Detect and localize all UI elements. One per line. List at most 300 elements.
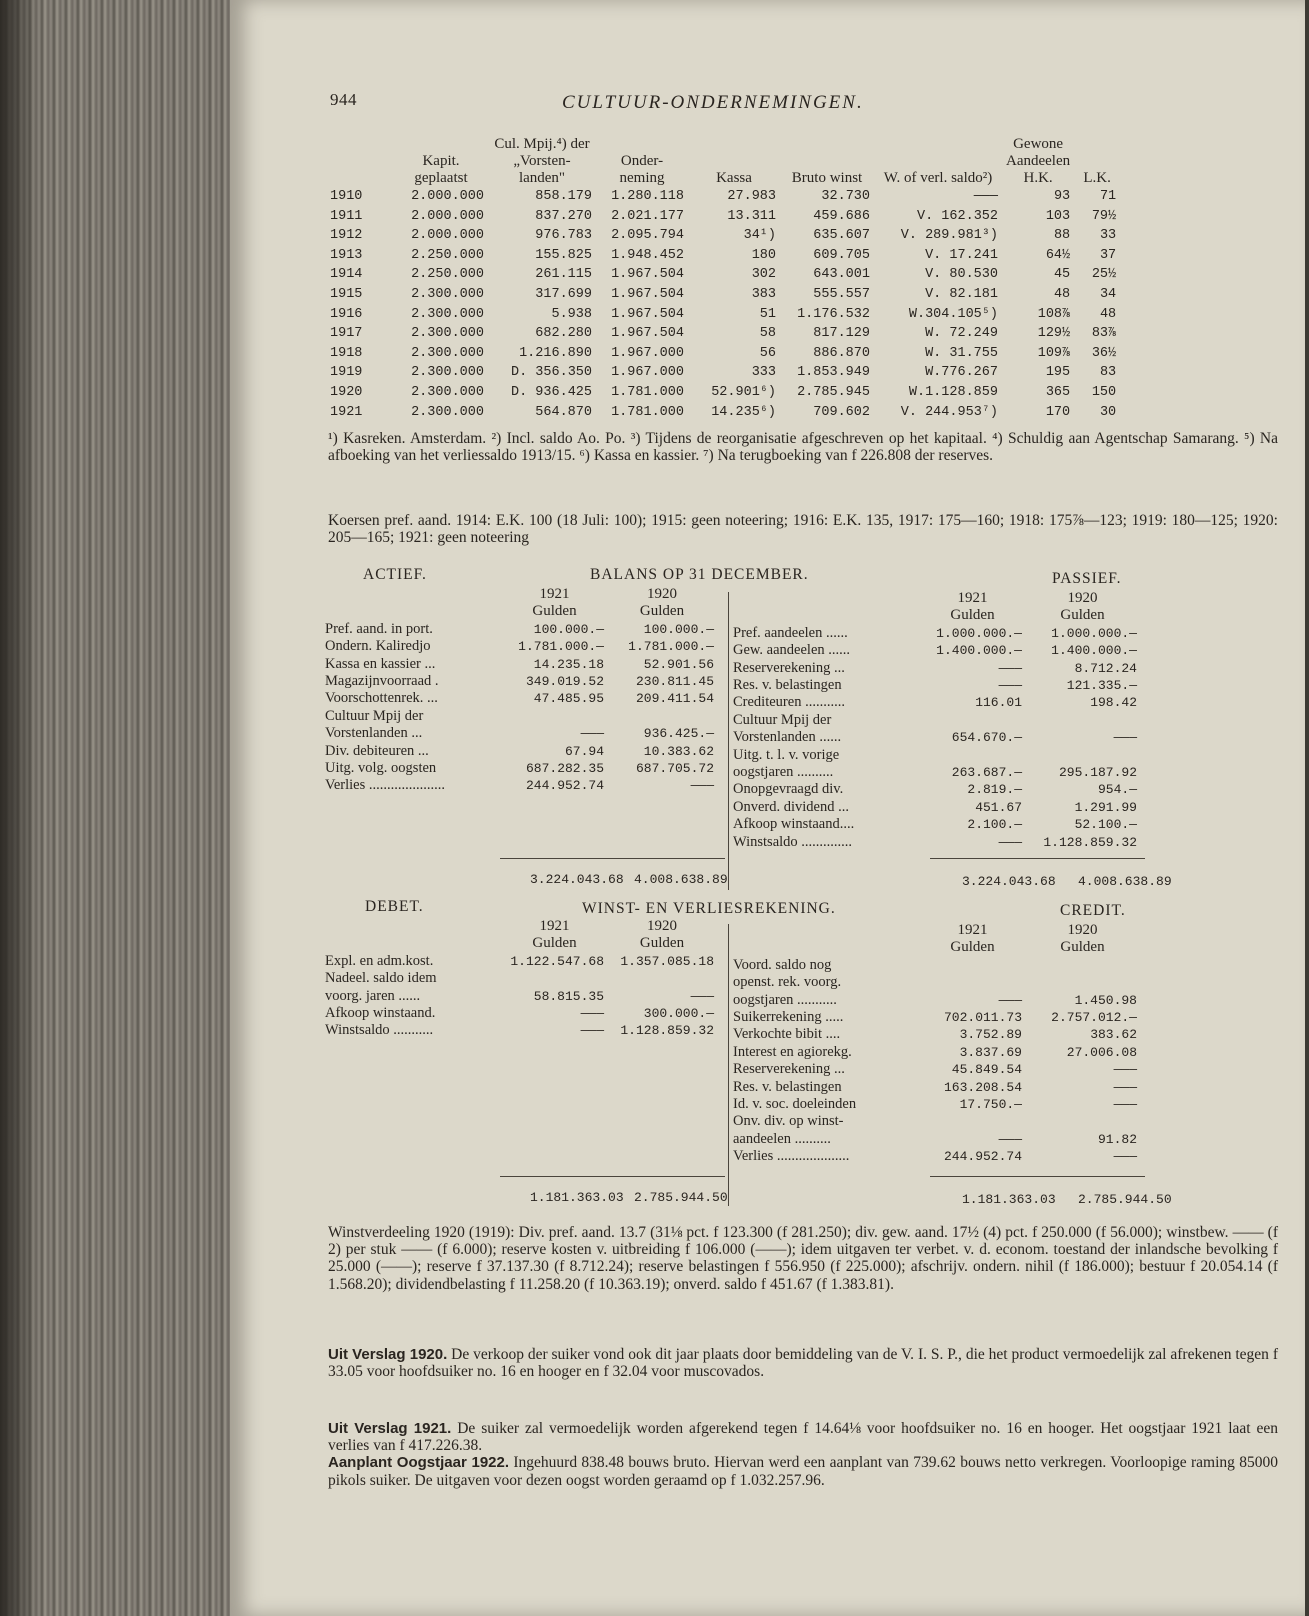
account-label: Suikerrekening ..... [733,1009,844,1026]
account-amount: ——— [1113,730,1137,746]
value-cell: D. 936.425 [510,384,592,400]
account-amount: 654.670.— [951,730,1022,746]
list-item [322,1005,717,1022]
table-row [326,285,1120,305]
passief-table [730,590,1140,851]
account-amount: ——— [580,726,604,742]
value-cell: 837.270 [535,208,592,224]
value-cell: W. 72.249 [925,326,998,342]
account-amount: 295.187.92 [1058,765,1137,781]
table-row [326,226,1120,246]
wv-divider [728,924,729,1206]
capital-table [326,136,1120,422]
value-cell: W.304.105⁵) [908,306,998,322]
value-cell: 129½ [1037,326,1071,342]
value-cell: 2.300.000 [411,286,484,302]
year-cell: 1918 [330,345,363,361]
account-label: Verlies ..................... [325,777,446,794]
account-label: Vorstenlanden ...... [733,729,842,746]
account-label: oogstjaren ........... [733,991,837,1008]
book-spine-edge [0,0,232,1616]
account-amount: ——— [998,678,1022,694]
year-cell: 1912 [330,228,363,244]
account-amount: 47.485.95 [533,691,604,707]
table-row [326,324,1120,344]
value-cell: ——— [973,189,998,204]
list-item [322,970,717,987]
account-label: Onv. div. op winst- [733,1113,844,1130]
winstverdeeling: Winstverdeeling 1920 (1919): Div. pref. aand. 13.7 (31⅛ pct. f 123.300 (f 281.250); div. gew. aand. 17½ (4) pct. f 250.000 (f 56.000); winstbew. —— (f 2) per stuk —— (f 6.000); reserve kosten v. uitbreiding f 106.000 (——); idem uitgaven ter verbet. v. d. econom. toestand der inlandsche bevolking f 25.000 (——); reserve f 37.137.30 (f 8.712.24); reserve belastingen f 556.950 (f 225.000); afschrijv. ondern. nihil (f 186.000); bestuur f 20.054.14 (f 1.568.20); dividendbelasting f 11.258.20 (f 10.363.19); onverd. saldo f 451.67 (f 1.383.81). [328,1224,1278,1293]
account-amount: 52.901.56 [643,656,714,672]
value-cell: 155.825 [535,247,592,263]
value-cell: V. 289.981³) [900,228,998,244]
value-cell: 976.783 [535,228,592,244]
account-label: Verlies .................... [733,1148,850,1165]
value-cell: 1.967.504 [611,286,684,302]
account-amount: ——— [998,992,1022,1008]
value-cell: 1.967.504 [611,326,684,342]
verslag-1920-text: De verkoop der suiker vond ook dit jaar plaats door bemiddeling van de V. I. S. P., die het product vermoedelijk zal afrekenen tegen f 33.05 voor hoofdsuiker no. 16 en hooger en f 32.04 voor muscovados. [328,1346,1278,1381]
table-row [326,403,1120,423]
value-cell: 1.967.504 [611,306,684,322]
list-item [322,1022,717,1039]
col-head: Onder- neming [619,153,665,186]
list-item [322,743,717,760]
list-item [322,988,717,1005]
account-amount: 1.400.000.— [1051,643,1137,659]
value-cell: 1.781.000 [611,404,684,420]
account-label: Expl. en adm.kost. [325,952,434,969]
account-label: openst. rek. voorg. [733,974,842,991]
value-cell: 317.699 [535,286,592,302]
capital-table-header [326,136,1120,187]
account-label: Magazijnvoorraad . [325,673,439,690]
account-amount: 349.019.52 [525,674,604,690]
account-amount: 1.781.000.— [628,639,714,655]
value-cell: 2.300.000 [411,404,484,420]
actief-total-rule [500,858,725,859]
account-amount: 263.687.— [951,765,1022,781]
account-amount [1025,747,1140,764]
year-cell: 1921 [330,404,363,420]
account-amount: 58.815.35 [533,988,604,1004]
value-cell: 1.948.452 [611,247,684,263]
value-cell: 2.300.000 [411,384,484,400]
account-amount: 300.000.— [643,1006,714,1022]
list-item [730,1113,1140,1130]
value-cell: 682.280 [535,326,592,342]
account-amount: ——— [690,988,714,1004]
list-item [730,1096,1140,1113]
account-amount: ——— [580,1006,604,1022]
account-amount: 1.000.000.— [1051,625,1137,641]
verslag-1921-label: Uit Verslag 1921. [328,1420,452,1437]
account-amount: 1.357.085.18 [620,953,714,969]
credit-total-1921: 1.181.363.03 [962,1192,1056,1207]
value-cell: 13.311 [727,208,776,224]
account-amount [920,974,1025,991]
debet-heading: DEBET. [365,898,424,915]
list-item [730,957,1140,974]
list-item [322,656,717,673]
unit-head: Gulden [639,603,685,620]
table-row [326,363,1120,383]
col-head: Bruto winst [791,170,863,186]
year-head: 1921 [957,590,988,606]
year-head: 1920 [1067,922,1098,938]
value-cell: 2.250.000 [411,267,484,283]
passief-heading: PASSIEF. [1052,570,1122,587]
account-amount: ——— [1113,1149,1137,1165]
year-cell: 1919 [330,365,363,381]
value-cell: 48 [1099,306,1117,322]
value-cell: 108⅞ [1037,306,1071,322]
account-label: Onopgevraagd div. [733,781,844,798]
account-amount: 936.425.— [643,726,714,742]
account-label: Voord. saldo nog [733,956,832,973]
value-cell: 27.983 [727,189,776,204]
year-head: 1921 [957,922,988,938]
list-item [322,708,717,725]
account-label: Interest en agiorekg. [733,1043,852,1060]
debet-table [322,918,717,1040]
year-cell: 1913 [330,247,363,263]
wv-title: WINST- EN VERLIESREKENING. [582,900,836,917]
value-cell: 2.000.000 [411,228,484,244]
account-amount [502,970,607,987]
value-cell: 609.705 [813,247,870,263]
value-cell: 14.235⁶) [711,404,776,420]
account-amount: 2.819.— [967,782,1022,798]
value-cell: 25½ [1091,267,1117,283]
value-cell: W. 31.755 [925,345,998,361]
list-item [730,729,1140,746]
account-label: Res. v. belastingen [733,677,842,694]
account-amount [920,712,1025,729]
list-item [730,1044,1140,1061]
account-amount [607,708,717,725]
list-item [322,953,717,970]
list-item [322,638,717,655]
debet-total-1921: 1.181.363.03 [530,1190,624,1205]
value-cell: 5.938 [551,306,592,322]
account-label: Reserverekening ... [733,659,845,676]
list-item [730,974,1140,991]
list-item [322,760,717,777]
value-cell: 71 [1099,189,1117,204]
col-head: W. of verl. saldo²) [883,170,993,186]
value-cell: 1.967.000 [611,365,684,381]
year-head: 1920 [647,586,677,602]
account-amount: 100.000.— [643,621,714,637]
account-label: Kassa en kassier ... [325,655,436,672]
credit-table [730,922,1140,1166]
account-amount: 451.67 [975,799,1022,815]
value-cell: 333 [751,365,776,381]
value-cell: 150 [1091,384,1117,400]
credit-total-1920: 2.785.944.50 [1078,1192,1172,1207]
year-head: 1921 [539,918,570,934]
account-amount: 1.781.000.— [518,639,604,655]
account-amount: ——— [1113,1079,1137,1095]
account-label: Afkoop winstaand. [325,1005,436,1022]
value-cell: 2.785.945 [797,384,870,400]
koersen: Koersen pref. aand. 1914: E.K. 100 (18 Juli: 100); 1915: geen noteering; 1916: E.K. 135, 1917: 175—160; 1918: 175⅞—123; 1919: 180—125; 1920: 205—165; 1921: geen noteering [328,512,1278,547]
value-cell: 1.781.000 [611,384,684,400]
account-label: Afkoop winstaand.... [733,816,855,833]
list-item [730,1148,1140,1165]
account-amount: 687.282.35 [525,761,604,777]
value-cell: 79½ [1091,208,1117,224]
value-cell: V. 162.352 [916,208,998,224]
account-amount: ——— [998,1131,1022,1147]
value-cell: 58 [759,326,776,342]
account-label: Res. v. belastingen [733,1078,842,1095]
list-item [730,1079,1140,1096]
list-item [322,673,717,690]
account-amount: 14.235.18 [533,656,604,672]
table-row [326,265,1120,285]
value-cell: 2.300.000 [411,306,484,322]
account-label: oogstjaren .......... [733,764,834,781]
value-cell: 170 [1045,404,1071,420]
account-amount: 1.000.000.— [936,625,1022,641]
account-amount: ——— [690,778,714,794]
aanplant-label: Aanplant Oogstjaar 1922. [328,1454,510,1472]
year-cell: 1920 [330,384,363,400]
value-cell: 2.000.000 [411,208,484,224]
value-cell: 83 [1099,365,1117,381]
value-cell: 195 [1045,365,1071,381]
account-amount [502,708,607,725]
account-label: Winstsaldo .............. [733,833,853,850]
table-row [326,305,1120,325]
value-cell: W.776.267 [925,365,998,381]
account-amount: 1.450.98 [1074,992,1137,1008]
unit-head: Gulden [950,939,995,956]
account-amount: 116.01 [975,695,1022,711]
list-item [322,725,717,742]
year-cell: 1915 [330,286,363,302]
value-cell: 37 [1099,247,1117,263]
verslag-1921 [328,1420,1278,1489]
account-amount: 230.811.45 [635,674,714,690]
year-cell: 1916 [330,306,363,322]
list-item [730,660,1140,677]
account-label: Verkochte bibit .... [733,1026,841,1043]
year-cell: 1911 [330,208,363,224]
credit-total-rule [930,1176,1145,1177]
account-amount: 244.952.74 [943,1149,1022,1165]
value-cell: 2.300.000 [411,326,484,342]
account-label: Voorschottenrek. ... [325,690,438,707]
verslag-1920-label: Uit Verslag 1920. [328,1346,448,1363]
account-amount: 1.128.859.32 [1043,834,1137,850]
value-cell: 635.607 [813,228,870,244]
value-cell: 1.967.504 [611,267,684,283]
list-item [730,1061,1140,1078]
value-cell: 1.967.000 [611,345,684,361]
account-label: Pref. aandeelen ...... [733,624,848,641]
list-item [730,1009,1140,1026]
value-cell: 34¹) [743,228,776,244]
actief-total-1920: 4.008.638.89 [634,872,728,887]
account-label: Div. debiteuren ... [325,742,429,759]
actief-total-1921: 3.224.043.68 [530,872,624,887]
value-cell: 817.129 [813,326,870,342]
table-row [326,207,1120,227]
account-amount: 383.62 [1090,1027,1137,1043]
value-cell: D. 356.350 [510,365,592,381]
debet-total-rule [500,1176,725,1177]
value-cell: V. 80.530 [925,267,998,283]
account-amount: 17.750.— [959,1097,1022,1113]
table-row [326,383,1120,403]
account-amount: 100.000.— [533,621,604,637]
value-cell: 51 [759,306,776,322]
account-label: Vorstenlanden ... [325,725,423,742]
value-cell: 1.176.532 [797,306,870,322]
value-cell: 180 [751,247,776,263]
passief-total-rule [930,858,1145,859]
account-label: Onverd. dividend ... [733,798,849,815]
account-amount: 2.757.012.— [1051,1010,1137,1026]
value-cell: 383 [751,286,776,302]
account-amount: 121.335.— [1066,678,1137,694]
value-cell: 45 [1053,267,1071,283]
value-cell: 1.216.890 [519,345,592,361]
value-cell: 2.250.000 [411,247,484,263]
value-cell: 2.300.000 [411,345,484,361]
unit-head: Gulden [532,935,577,952]
value-cell: 2.021.177 [611,208,684,224]
account-label: Reserverekening ... [733,1061,845,1078]
account-amount [1025,974,1140,991]
value-cell: 459.686 [813,208,870,224]
value-cell: 2.095.794 [611,228,684,244]
year-head: 1920 [647,918,677,934]
value-cell: 2.000.000 [411,189,484,204]
account-label: Cultuur Mpij der [325,707,424,724]
actief-table [322,586,717,795]
account-amount: 954.— [1097,782,1137,798]
list-item [730,677,1140,694]
passief-total-1920: 4.008.638.89 [1078,874,1172,889]
value-cell: 83⅞ [1091,326,1117,342]
verslag-1920 [328,1346,1278,1380]
account-amount: 52.100.— [1074,817,1137,833]
year-cell: 1914 [330,267,363,283]
value-cell: 1.280.118 [611,189,684,204]
balans-title: BALANS OP 31 DECEMBER. [590,566,809,583]
value-cell: 564.870 [535,404,592,420]
account-label: Gew. aandeelen ...... [733,642,851,659]
value-cell: 48 [1053,286,1071,302]
value-cell: W.1.128.859 [908,384,998,400]
credit-heading: CREDIT. [1060,902,1126,919]
page-number: 944 [330,90,357,109]
value-cell: 302 [751,267,776,283]
account-label: Crediteuren ........... [733,694,845,711]
value-cell: 886.870 [813,345,870,361]
unit-head: Gulden [1060,607,1105,624]
account-label: Uitg. volg. oogsten [325,760,437,777]
account-amount: 8.712.24 [1074,660,1137,676]
account-amount: 198.42 [1090,695,1137,711]
account-amount: 163.208.54 [943,1079,1022,1095]
account-amount [1025,1113,1140,1130]
col-head: Kapit. geplaatst [414,153,468,186]
value-cell: V. 17.241 [925,247,998,263]
account-amount: 209.411.54 [635,691,714,707]
list-item [730,764,1140,781]
account-amount: 67.94 [564,743,604,759]
account-label: Uitg. t. l. v. vorige [733,746,840,763]
list-item [730,1131,1140,1148]
account-amount: 10.383.62 [643,743,714,759]
unit-head: Gulden [950,607,995,624]
list-item [730,712,1140,729]
actief-heading: ACTIEF. [363,566,427,583]
account-label: voorg. jaren ...... [325,987,421,1004]
account-amount: ——— [998,660,1022,676]
account-label: Winstsaldo ........... [325,1022,434,1039]
list-item [730,1026,1140,1043]
account-amount [607,970,717,987]
account-amount [920,747,1025,764]
debet-total-1920: 2.785.944.50 [634,1190,728,1205]
account-amount: 1.291.99 [1074,799,1137,815]
list-item [322,777,717,794]
value-cell: 858.179 [535,189,592,204]
account-label: Pref. aand. in port. [325,620,433,637]
account-amount [920,1113,1025,1130]
aanplant-text: Ingehuurd 838.48 bouws bruto. Hiervan werd een aanplant van 739.62 bouws netto verkregen. Voorloopige raming 85000 pikols suiker. De uitgaven voor dezen oogst worden geraamd op f 1.032.257.96. [328,1454,1278,1489]
year-head: 1921 [539,586,570,602]
account-amount: 1.400.000.— [936,643,1022,659]
value-cell: 88 [1053,228,1071,244]
value-cell: 56 [759,345,776,361]
unit-head: Gulden [639,935,685,952]
account-amount: 2.100.— [967,817,1022,833]
account-amount: ——— [1113,1062,1137,1078]
account-amount: 702.011.73 [943,1010,1022,1026]
account-amount: 91.82 [1097,1131,1137,1147]
passief-total-1921: 3.224.043.68 [962,874,1056,889]
account-amount: 3.752.89 [959,1027,1022,1043]
value-cell: 555.557 [813,286,870,302]
col-head: Cul. Mpij.⁴) der „Vorsten- landen" [494,136,590,186]
year-cell: 1910 [330,189,363,204]
value-cell: 643.001 [813,267,870,283]
year-cell: 1917 [330,326,363,342]
value-cell: V. 244.953⁷) [900,404,998,420]
account-amount: 3.837.69 [959,1044,1022,1060]
account-amount: 687.705.72 [635,761,714,777]
account-amount: 1.122.547.68 [510,953,604,969]
list-item [322,621,717,638]
value-cell: V. 82.181 [925,286,998,302]
account-amount [920,957,1025,974]
book-page [230,0,1305,1616]
unit-head: Gulden [1060,939,1105,956]
list-item [730,747,1140,764]
year-head: 1920 [1067,590,1098,606]
account-label: Nadeel. saldo idem [325,970,437,987]
value-cell: 36½ [1091,345,1117,361]
list-item [730,625,1140,642]
balans-divider [728,592,729,890]
